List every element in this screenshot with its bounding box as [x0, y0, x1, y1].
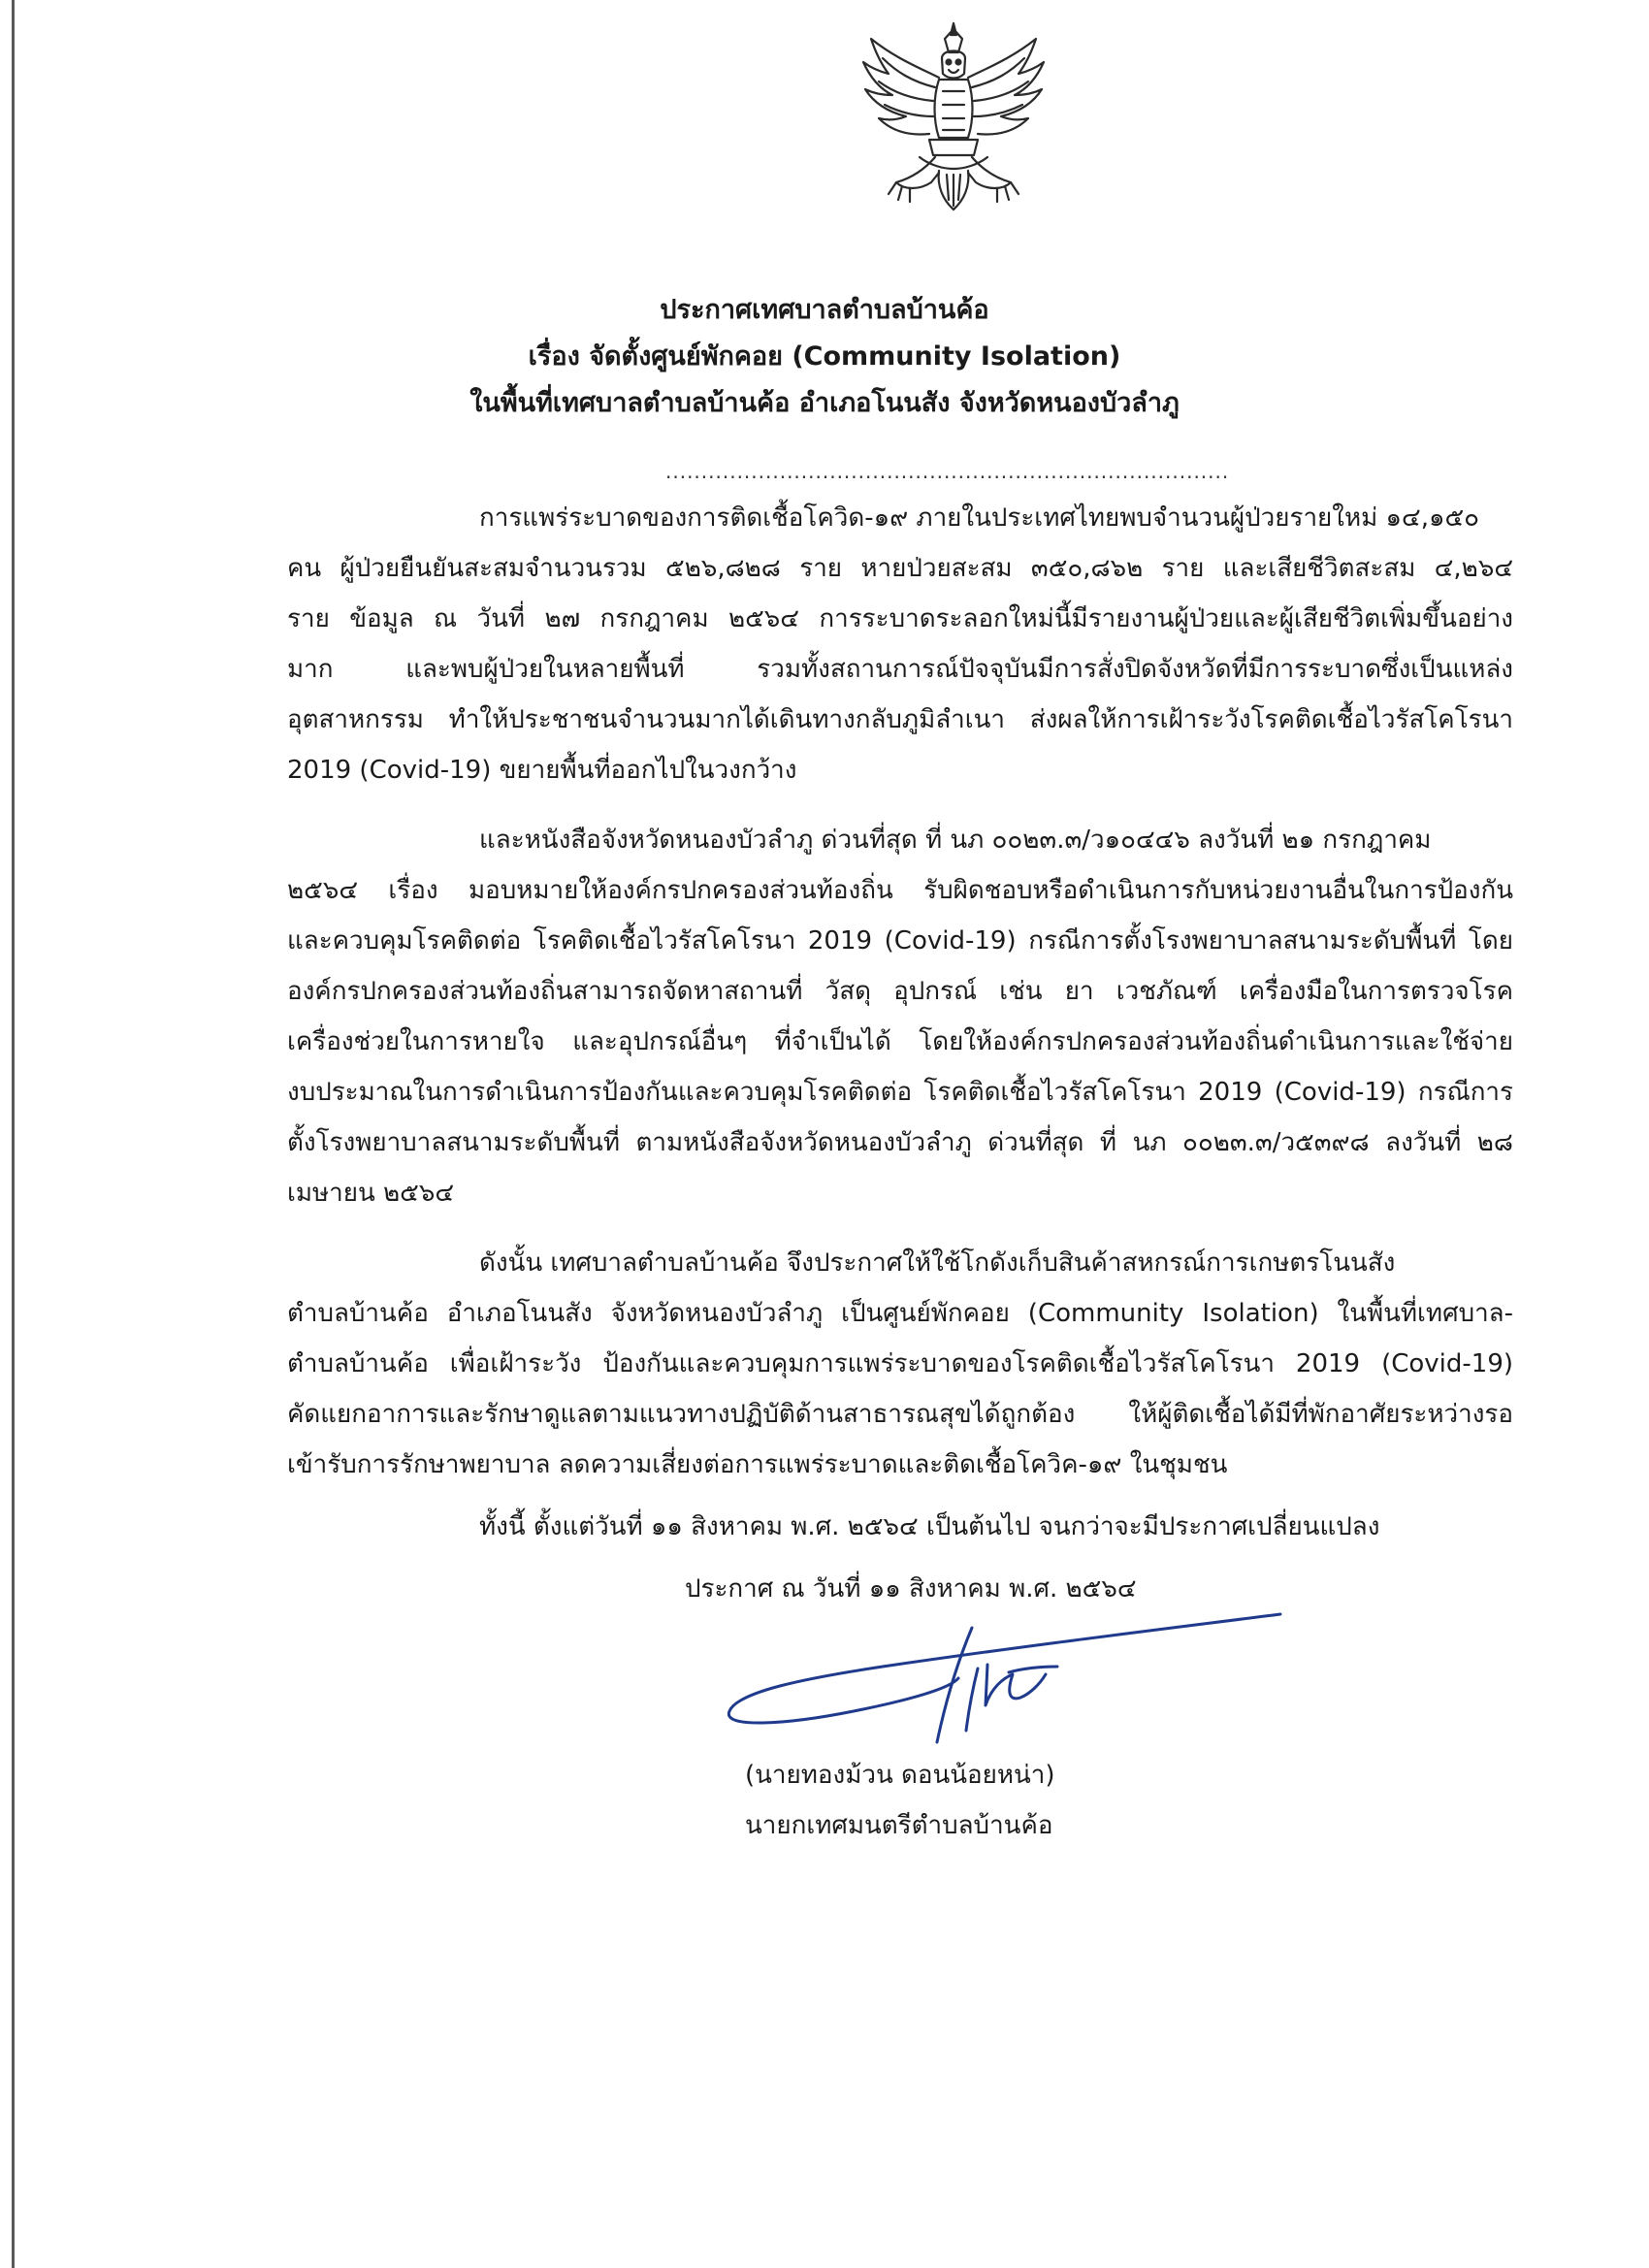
paragraph-1-line: มาก และพบผู้ป่วยในหลายพื้นที่ รวมทั้งสถานการณ์ปัจจุบันมีการสั่งปิดจังหวัดที่มีการระบาดซึ่งเป็นแหล่ง: [287, 655, 1513, 684]
paragraph-1-line: ราย ข้อมูล ณ วันที่ ๒๗ กรกฎาคม ๒๕๖๔ การระบาดระลอกใหม่นี้มีรายงานผู้ป่วยและผู้เสียชีวิตเพิ่มขึ้นอย่าง: [287, 604, 1513, 633]
announcement-title: ประกาศเทศบาลตำบลบ้านค้อ: [660, 295, 989, 325]
paragraph-2-line: และควบคุมโรคติดต่อ โรคติดเชื้อไวรัสโคโรนา 2019 (Covid-19) กรณีการตั้งโรงพยาบาลสนามระดับพื้นที่ โดย: [287, 926, 1513, 956]
paragraph-1-line: 2019 (Covid-19) ขยายพื้นที่ออกไปในวงกว้าง: [287, 756, 797, 785]
paragraph-2-line: เครื่องช่วยในการหายใจ และอุปกรณ์อื่นๆ ที่จำเป็นได้ โดยให้องค์กรปกครองส่วนท้องถิ่นดำเนินการและใช้จ่าย: [287, 1027, 1513, 1056]
paragraph-2-line: องค์กรปกครองส่วนท้องถิ่นสามารถจัดหาสถานที่ วัสดุ อุปกรณ์ เช่น ยา เวชภัณฑ์ เครื่องมือในการตรวจโรค: [287, 977, 1513, 1006]
paragraph-2-line: ตั้งโรงพยาบาลสนามระดับพื้นที่ ตามหนังสือจังหวัดหนองบัวลำภู ด่วนที่สุด ที่ นภ ๐๐๒๓.๓/ว๕๓๙๘ ลงวันที่ ๒๘: [287, 1128, 1513, 1157]
scan-edge: [12, 0, 15, 2268]
paragraph-3-line: เข้ารับการรักษาพยาบาล ลดความเสี่ยงต่อการแพร่ระบาดและติดเชื้อโควิค-๑๙ ในชุมชน: [287, 1450, 1228, 1479]
separator-dotted-line: ...............................................................................: [665, 460, 1230, 483]
announcement-subject: เรื่อง จัดตั้งศูนย์พักคอย (Community Isolation): [528, 341, 1121, 372]
signatory-position: นายกเทศมนตรีตำบลบ้านค้อ: [745, 1811, 1053, 1840]
paragraph-2-line: และหนังสือจังหวัดหนองบัวลำภู ด่วนที่สุด ที่ นภ ๐๐๒๓.๓/ว๑๐๔๔๖ ลงวันที่ ๒๑ กรกฎาคม: [479, 826, 1432, 855]
paragraph-1-line: อุตสาหกรรม ทำให้ประชาชนจำนวนมากได้เดินทางกลับภูมิลำเนา ส่งผลให้การเฝ้าระวังโรคติดเชื้อไวรัสโคโรนา: [287, 705, 1513, 734]
paragraph-3-line: ดังนั้น เทศบาลตำบลบ้านค้อ จึงประกาศให้ใช้โกดังเก็บสินค้าสหกรณ์การเกษตรโนนสัง: [479, 1248, 1396, 1278]
paragraph-3-line: คัดแยกอาการและรักษาดูแลตามแนวทางปฏิบัติด้านสาธารณสุขได้ถูกต้อง ให้ผู้ติดเชื้อได้มีที่พักอาศัยระหว่างรอ: [287, 1400, 1513, 1429]
paragraph-2-line: งบประมาณในการดำเนินการป้องกันและควบคุมโรคติดต่อ โรคติดเชื้อไวรัสโคโรนา 2019 (Covid-19) กรณีการ: [287, 1078, 1513, 1107]
announced-date: ประกาศ ณ วันที่ ๑๑ สิงหาคม พ.ศ. ๒๕๖๔: [685, 1574, 1137, 1604]
signature: [718, 1610, 1300, 1746]
effective-date: ทั้งนี้ ตั้งแต่วันที่ ๑๑ สิงหาคม พ.ศ. ๒๕๖๔ เป็นต้นไป จนกว่าจะมีประกาศเปลี่ยนแปลง: [479, 1512, 1380, 1541]
garuda-emblem-icon: [842, 19, 1065, 223]
paragraph-3-line: ตำบลบ้านค้อ อำเภอโนนสัง จังหวัดหนองบัวลำภู เป็นศูนย์พักคอย (Community Isolation) ในพื้นที่เทศบาล-: [287, 1299, 1513, 1328]
paragraph-3-line: ตำบลบ้านค้อ เพื่อเฝ้าระวัง ป้องกันและควบคุมการแพร่ระบาดของโรคติดเชื้อไวรัสโคโรนา 2019 (Covid-19): [287, 1349, 1513, 1378]
paragraph-2-line: เมษายน ๒๕๖๔: [287, 1179, 455, 1208]
paragraph-2-line: ๒๕๖๔ เรื่อง มอบหมายให้องค์กรปกครองส่วนท้องถิ่น รับผิดชอบหรือดำเนินการกับหน่วยงานอื่นในการป้องกัน: [287, 876, 1513, 905]
paragraph-1-line: คน ผู้ป่วยยืนยันสะสมจำนวนรวม ๕๒๖,๘๒๘ ราย หายป่วยสะสม ๓๕๐,๘๖๒ ราย และเสียชีวิตสะสม ๔,๒๖๔: [287, 554, 1513, 583]
paragraph-1-line: การแพร่ระบาดของการติดเชื้อโควิด-๑๙ ภายในประเทศไทยพบจำนวนผู้ป่วยรายใหม่ ๑๔,๑๕๐: [479, 503, 1480, 533]
signatory-name: (นายทองม้วน ดอนน้อยหน่า): [745, 1761, 1055, 1790]
announcement-area: ในพื้นที่เทศบาลตำบลบ้านค้อ อำเภอโนนสัง จังหวัดหนองบัวลำภู: [469, 388, 1180, 418]
